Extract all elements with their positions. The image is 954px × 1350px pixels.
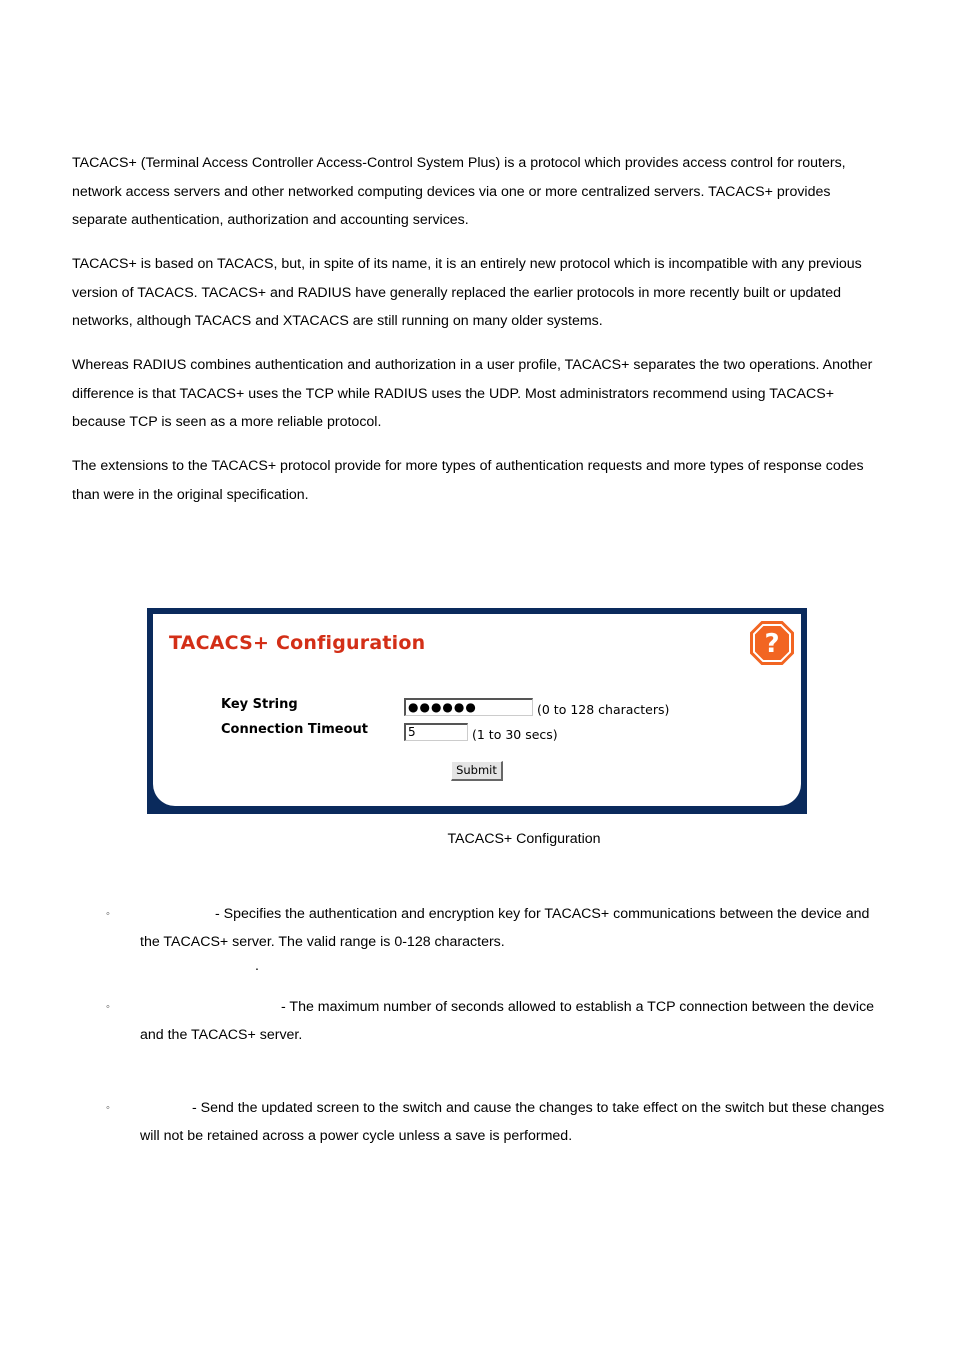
tacacs-config-screenshot xyxy=(147,608,807,814)
key-string-description xyxy=(140,900,888,956)
bullet-icon: ◦ xyxy=(106,1001,110,1013)
connection-timeout-label: Connection Timeout xyxy=(221,722,368,737)
key-string-label: Key String xyxy=(221,697,298,712)
key-string-input[interactable]: ●●●●●● xyxy=(404,698,533,716)
key-string-trailing-dot: . xyxy=(255,958,259,974)
submit-text: - Send the updated screen to the switch and cause the changes to take effect on the switch but these changes will not be retained across a power cycle unless a save is performed. xyxy=(140,1100,885,1144)
timeout-text: - The maximum number of seconds allowed to establish a TCP connection between the device and the TACACS+ server. xyxy=(140,999,875,1043)
submit-description xyxy=(140,1094,888,1150)
key-string-hint: (0 to 128 characters) xyxy=(537,702,670,717)
panel-title: TACACS+ Configuration xyxy=(169,632,426,654)
connection-timeout-input[interactable]: 5 xyxy=(404,723,468,741)
timeout-description xyxy=(140,993,888,1049)
submit-button[interactable]: Submit xyxy=(451,761,503,781)
config-form xyxy=(153,614,801,806)
intro-paragraph-1: TACACS+ (Terminal Access Controller Access-Control System Plus) is a protocol which provides access control for routers, network access servers and other networked computing devices via one or more centralized servers. TACACS+ provides separate authentication, authorization and accounting services. xyxy=(72,155,846,228)
connection-timeout-hint: (1 to 30 secs) xyxy=(472,727,558,742)
key-string-text: - Specifies the authentication and encryption key for TACACS+ communications between the device and the TACACS+ server. The valid range is 0-128 characters. xyxy=(140,906,870,950)
svg-text:?: ? xyxy=(764,629,780,659)
intro-paragraph-2: TACACS+ is based on TACACS, but, in spite of its name, it is an entirely new protocol which is incompatible with any previous version of TACACS. TACACS+ and RADIUS have generally replaced the earlier protocols in more recently built or updated networks, although TACACS and XTACACS are still running on many older systems. xyxy=(72,256,862,329)
bullet-icon: ◦ xyxy=(106,1102,110,1114)
intro-paragraph-3: Whereas RADIUS combines authentication and authorization in a user profile, TACACS+ separates the two operations. Another difference is that TACACS+ uses the TCP while RADIUS uses the UDP. Most administrators recommend using TACACS+ because TCP is seen as a more reliable protocol. xyxy=(72,357,873,430)
bullet-icon: ◦ xyxy=(106,908,110,920)
intro-paragraph-4: The extensions to the TACACS+ protocol provide for more types of authentication requests and more types of response codes than were in the original specification. xyxy=(72,458,864,503)
figure-caption: TACACS+ Configuration xyxy=(447,831,601,847)
question-mark-icon[interactable] xyxy=(745,616,799,670)
